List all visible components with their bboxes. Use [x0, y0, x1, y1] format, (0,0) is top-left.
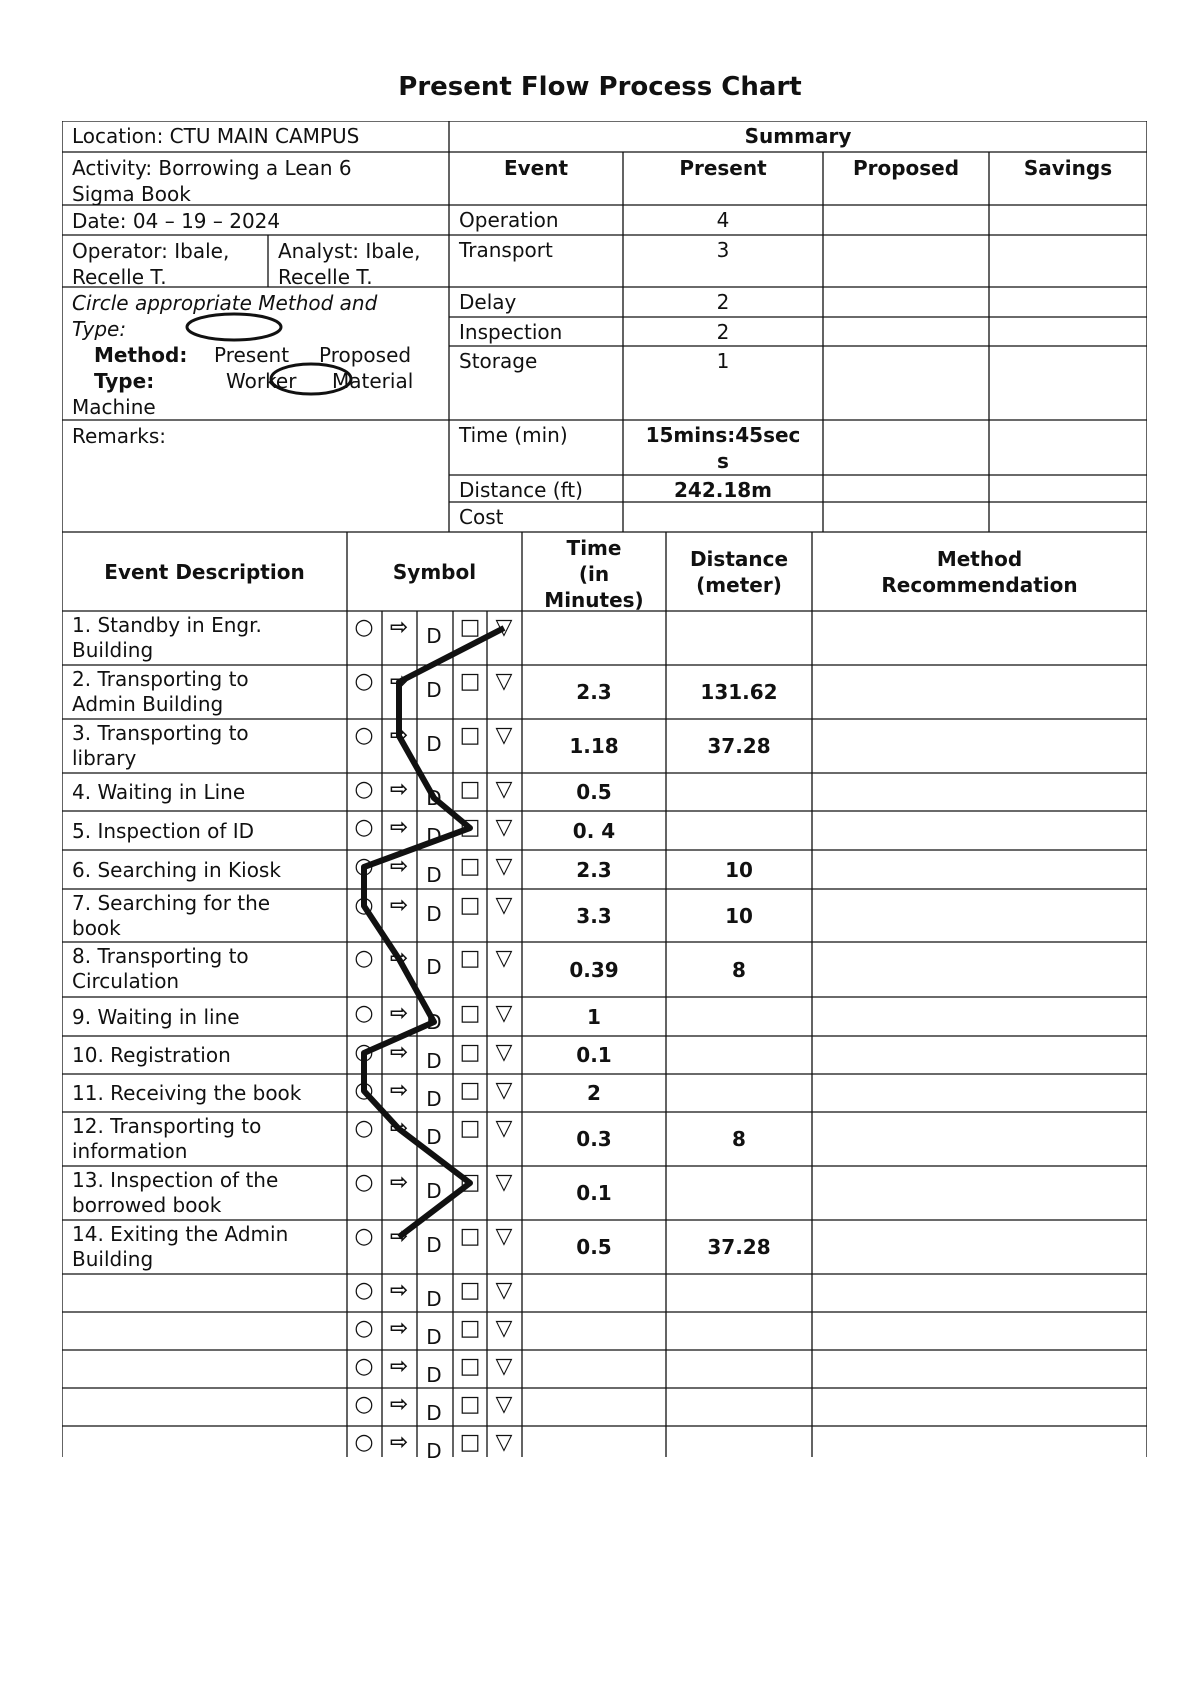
type-machine-option: Machine	[72, 395, 156, 419]
operation-symbol-icon: ○	[354, 1278, 374, 1303]
inspection-symbol-icon: □	[459, 854, 481, 879]
summary-present-value: 2	[716, 290, 730, 314]
storage-symbol-icon: ▽	[495, 615, 513, 640]
event-time: 0. 4	[572, 818, 616, 843]
event-time: 0.3	[576, 1127, 612, 1151]
delay-symbol-icon: D	[426, 955, 442, 979]
event-description: 12. Transporting to	[72, 1114, 262, 1138]
event-distance: 8	[732, 1127, 746, 1151]
method-label: Method:	[94, 343, 188, 367]
delay-symbol-icon: D	[426, 1087, 442, 1111]
delay-symbol-icon: D	[426, 1125, 442, 1149]
inspection-symbol-icon: □	[459, 777, 481, 802]
analyst-text-cont: Recelle T.	[278, 265, 373, 289]
event-time: 3.3	[576, 903, 612, 928]
summary-event-label: Inspection	[459, 320, 563, 344]
event-description: 9. Waiting in line	[72, 1004, 240, 1029]
event-time: 0.1	[576, 1043, 612, 1067]
operator-text: Operator: Ibale,	[72, 239, 230, 263]
delay-symbol-icon: D	[426, 624, 442, 648]
operation-symbol-icon: ○	[354, 946, 374, 971]
transport-symbol-icon: ⇨	[389, 854, 409, 879]
event-time: 0.1	[576, 1181, 612, 1205]
inspection-symbol-icon: □	[459, 1001, 481, 1026]
col-time: Time	[566, 536, 622, 560]
inspection-symbol-icon: □	[459, 723, 481, 748]
col-method-cont: Recommendation	[881, 573, 1078, 597]
event-distance: 8	[732, 957, 746, 982]
method-present-option: Present	[214, 343, 290, 367]
storage-symbol-icon: ▽	[495, 854, 513, 879]
storage-symbol-icon: ▽	[495, 777, 513, 802]
location-text: Location: CTU MAIN CAMPUS	[72, 124, 360, 148]
summary-present-value: 1	[716, 349, 730, 373]
inspection-symbol-icon: □	[459, 1278, 481, 1303]
inspection-symbol-icon: □	[459, 1078, 481, 1103]
operation-symbol-icon: ○	[354, 669, 374, 694]
event-description-cont: Circulation	[72, 969, 180, 993]
inspection-symbol-icon: □	[459, 1430, 481, 1455]
delay-symbol-icon: D	[426, 1363, 442, 1387]
event-description: 4. Waiting in Line	[72, 780, 246, 804]
summary-present-value: 242.18m	[673, 478, 773, 502]
delay-symbol-icon: D	[426, 824, 442, 848]
event-description-cont: Building	[72, 638, 154, 662]
storage-symbol-icon: ▽	[495, 1354, 513, 1379]
event-description: 6. Searching in Kiosk	[72, 857, 281, 882]
event-time: 0.5	[576, 1235, 612, 1259]
operation-symbol-icon: ○	[354, 723, 374, 748]
operation-symbol-icon: ○	[354, 815, 374, 840]
method-selection-circle	[187, 314, 281, 340]
storage-symbol-icon: ▽	[495, 1078, 513, 1103]
summary-event-label: Delay	[459, 290, 517, 314]
operation-symbol-icon: ○	[354, 1392, 374, 1417]
delay-symbol-icon: D	[426, 1401, 442, 1425]
summary-event-label: Cost	[459, 505, 504, 529]
transport-symbol-icon: ⇨	[389, 1316, 409, 1341]
event-distance: 37.28	[707, 734, 771, 758]
col-distance: Distance	[689, 547, 789, 571]
transport-symbol-icon: ⇨	[389, 1278, 409, 1303]
delay-symbol-icon: D	[426, 1287, 442, 1311]
operation-symbol-icon: ○	[354, 1316, 374, 1341]
transport-symbol-icon: ⇨	[389, 1354, 409, 1379]
storage-symbol-icon: ▽	[495, 815, 513, 840]
transport-symbol-icon: ⇨	[389, 1224, 409, 1249]
inspection-symbol-icon: □	[459, 946, 481, 971]
page-title: Present Flow Process Chart	[398, 72, 802, 102]
delay-symbol-icon: D	[426, 1049, 442, 1073]
operation-symbol-icon: ○	[354, 893, 374, 918]
summary-event-label: Storage	[459, 349, 538, 373]
summary-col-event: Event	[503, 156, 569, 180]
storage-symbol-icon: ▽	[495, 1316, 513, 1341]
operation-symbol-icon: ○	[354, 1224, 374, 1249]
event-description: 13. Inspection of the	[72, 1168, 279, 1192]
event-time: 1	[587, 1004, 601, 1029]
event-description: 8. Transporting to	[72, 944, 249, 968]
col-time-cont: (in	[578, 562, 610, 586]
storage-symbol-icon: ▽	[495, 723, 513, 748]
method-proposed-option: Proposed	[319, 343, 412, 367]
event-description: 5. Inspection of ID	[72, 818, 255, 843]
transport-symbol-icon: ⇨	[389, 615, 409, 640]
event-time: 2	[587, 1081, 601, 1105]
summary-event-label: Time (min)	[459, 423, 568, 447]
event-description: 14. Exiting the Admin	[72, 1222, 289, 1246]
event-description: 11. Receiving the book	[72, 1081, 302, 1105]
transport-symbol-icon: ⇨	[389, 815, 409, 840]
summary-col-proposed: Proposed	[852, 156, 960, 180]
date-text: Date: 04 – 19 – 2024	[72, 209, 281, 233]
transport-symbol-icon: ⇨	[389, 1170, 409, 1195]
col-method: Method	[936, 547, 1023, 571]
delay-symbol-icon: D	[426, 863, 442, 887]
operation-symbol-icon: ○	[354, 1001, 374, 1026]
operation-symbol-icon: ○	[354, 615, 374, 640]
event-description: 10. Registration	[72, 1043, 231, 1067]
inspection-symbol-icon: □	[459, 815, 481, 840]
inspection-symbol-icon: □	[459, 893, 481, 918]
event-description-cont: library	[72, 746, 137, 770]
col-time-cont: Minutes)	[544, 588, 644, 612]
storage-symbol-icon: ▽	[495, 1392, 513, 1417]
summary-col-savings: Savings	[1023, 156, 1113, 180]
operation-symbol-icon: ○	[354, 1078, 374, 1103]
transport-symbol-icon: ⇨	[389, 893, 409, 918]
summary-col-present: Present	[679, 156, 767, 180]
delay-symbol-icon: D	[426, 1179, 442, 1203]
storage-symbol-icon: ▽	[495, 669, 513, 694]
inspection-symbol-icon: □	[459, 1392, 481, 1417]
type-material-option: Material	[332, 369, 414, 393]
transport-symbol-icon: ⇨	[389, 946, 409, 971]
event-description-cont: Building	[72, 1247, 154, 1271]
operation-symbol-icon: ○	[354, 854, 374, 879]
operation-symbol-icon: ○	[354, 1354, 374, 1379]
transport-symbol-icon: ⇨	[389, 1078, 409, 1103]
delay-symbol-icon: D	[426, 1010, 442, 1034]
summary-title: Summary	[744, 124, 852, 148]
operator-text-cont: Recelle T.	[72, 265, 167, 289]
event-distance: 131.62	[700, 680, 778, 704]
transport-symbol-icon: ⇨	[389, 1430, 409, 1455]
col-distance-cont: (meter)	[696, 573, 782, 597]
analyst-text: Analyst: Ibale,	[278, 239, 421, 263]
storage-symbol-icon: ▽	[495, 1001, 513, 1026]
event-distance: 10	[725, 903, 753, 928]
circle-instruction-cont: Type:	[72, 317, 127, 341]
transport-symbol-icon: ⇨	[389, 777, 409, 802]
summary-present-value-cont: s	[717, 449, 729, 473]
event-time: 2.3	[576, 857, 612, 882]
inspection-symbol-icon: □	[459, 1316, 481, 1341]
flow-process-chart-sheet	[62, 121, 1147, 1463]
summary-present-value: 4	[716, 208, 730, 232]
inspection-symbol-icon: □	[459, 615, 481, 640]
type-worker-option: Worker	[226, 369, 297, 393]
inspection-symbol-icon: □	[459, 1354, 481, 1379]
col-symbol: Symbol	[392, 560, 477, 584]
delay-symbol-icon: D	[426, 678, 442, 702]
event-time: 0.39	[569, 957, 619, 982]
activity-text: Activity: Borrowing a Lean 6	[72, 156, 352, 180]
remarks-label: Remarks:	[72, 424, 167, 448]
inspection-symbol-icon: □	[459, 1170, 481, 1195]
summary-present-value: 3	[716, 238, 730, 262]
operation-symbol-icon: ○	[354, 777, 374, 802]
summary-event-label: Transport	[459, 238, 553, 262]
event-description: 3. Transporting to	[72, 721, 249, 745]
summary-event-label: Distance (ft)	[459, 478, 583, 502]
delay-symbol-icon: D	[426, 732, 442, 756]
inspection-symbol-icon: □	[459, 669, 481, 694]
event-distance: 10	[725, 857, 753, 882]
storage-symbol-icon: ▽	[495, 1224, 513, 1249]
storage-symbol-icon: ▽	[495, 1040, 513, 1065]
transport-symbol-icon: ⇨	[389, 1116, 409, 1141]
circle-instruction: Circle appropriate Method and	[72, 291, 378, 315]
event-time: 2.3	[576, 680, 612, 704]
delay-symbol-icon: D	[426, 902, 442, 926]
event-time: 1.18	[569, 734, 619, 758]
storage-symbol-icon: ▽	[495, 1116, 513, 1141]
storage-symbol-icon: ▽	[495, 1170, 513, 1195]
event-description: 7. Searching for the	[72, 891, 271, 915]
event-description: 2. Transporting to	[72, 667, 249, 691]
summary-event-label: Operation	[459, 208, 559, 232]
event-description-cont: information	[72, 1139, 188, 1163]
transport-symbol-icon: ⇨	[389, 1001, 409, 1026]
event-time: 0.5	[576, 780, 612, 804]
col-event-description: Event Description	[104, 560, 305, 584]
operation-symbol-icon: ○	[354, 1430, 374, 1455]
delay-symbol-icon: D	[426, 1439, 442, 1463]
storage-symbol-icon: ▽	[495, 893, 513, 918]
storage-symbol-icon: ▽	[495, 946, 513, 971]
operation-symbol-icon: ○	[354, 1116, 374, 1141]
summary-present-value: 15mins:45sec	[645, 423, 801, 447]
event-description-cont: Admin Building	[72, 692, 224, 716]
event-description: 1. Standby in Engr.	[72, 613, 262, 637]
activity-text-cont: Sigma Book	[72, 182, 191, 206]
type-label: Type:	[94, 369, 155, 393]
operation-symbol-icon: ○	[354, 1170, 374, 1195]
operation-symbol-icon: ○	[354, 1040, 374, 1065]
inspection-symbol-icon: □	[459, 1040, 481, 1065]
delay-symbol-icon: D	[426, 1325, 442, 1349]
event-distance: 37.28	[707, 1235, 771, 1259]
delay-symbol-icon: D	[426, 1233, 442, 1257]
event-description-cont: borrowed book	[72, 1193, 222, 1217]
summary-present-value: 2	[716, 320, 730, 344]
transport-symbol-icon: ⇨	[389, 723, 409, 748]
inspection-symbol-icon: □	[459, 1116, 481, 1141]
transport-symbol-icon: ⇨	[389, 1392, 409, 1417]
event-description-cont: book	[72, 916, 121, 940]
storage-symbol-icon: ▽	[495, 1430, 513, 1455]
inspection-symbol-icon: □	[459, 1224, 481, 1249]
transport-symbol-icon: ⇨	[389, 1040, 409, 1065]
delay-symbol-icon: D	[426, 786, 442, 810]
storage-symbol-icon: ▽	[495, 1278, 513, 1303]
transport-symbol-icon: ⇨	[389, 669, 409, 694]
